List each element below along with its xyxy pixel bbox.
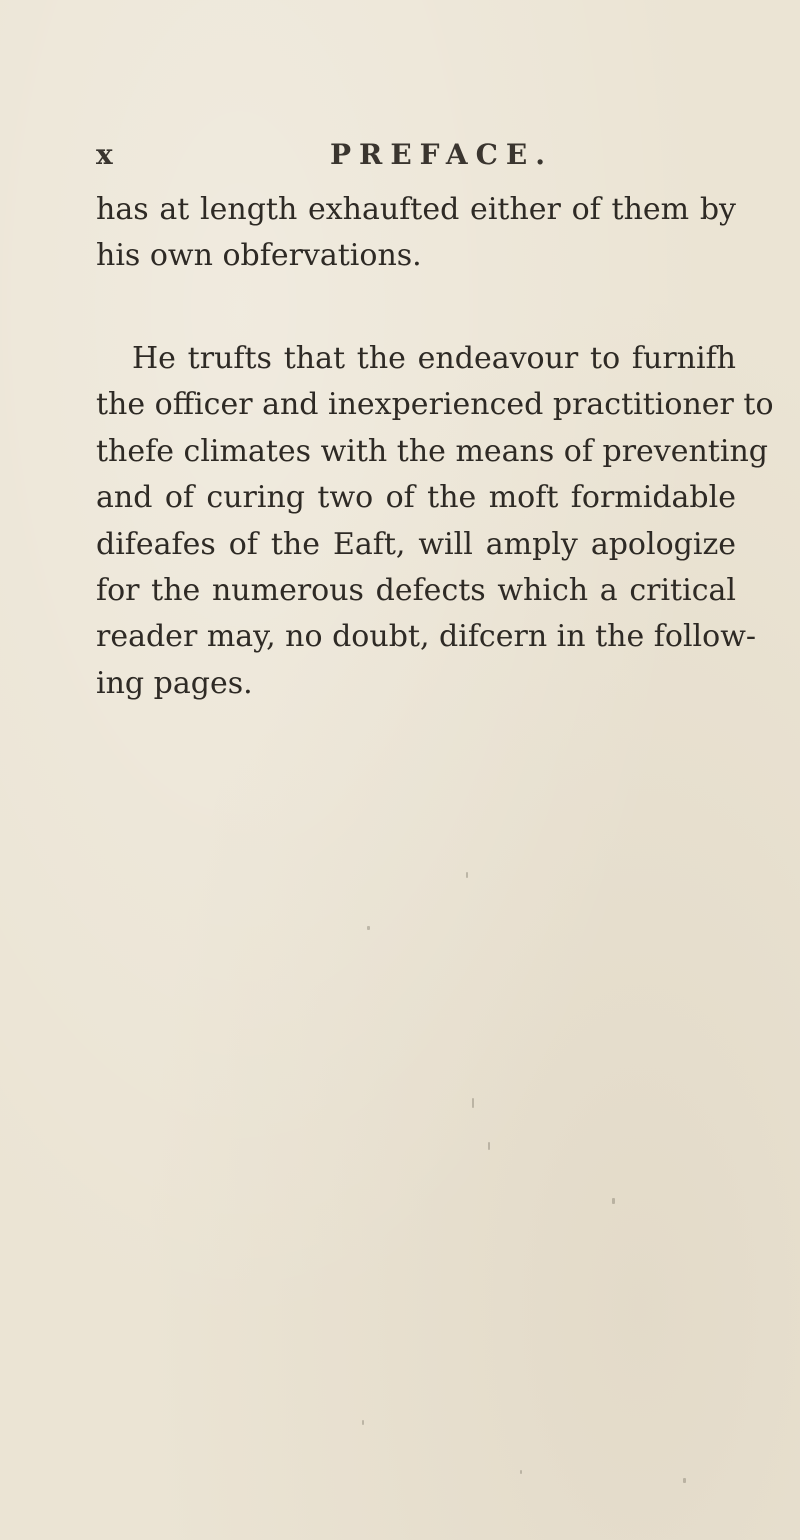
text-line: his own obfervations. <box>96 238 422 274</box>
text-line: reader may, no doubt, difcern in the follow- <box>96 619 757 655</box>
running-head <box>96 138 736 178</box>
text-line: has at length exhaufted either of them by <box>96 192 736 227</box>
paragraph-continuation <box>96 187 736 280</box>
text-line: thefe climates with the means of preventing <box>96 433 768 469</box>
paragraph-apology <box>96 336 774 707</box>
paper-speck <box>488 1142 490 1150</box>
paper-speck <box>683 1478 686 1483</box>
paper-speck <box>367 926 370 930</box>
text-line: ing pages. <box>96 665 253 701</box>
paper-speck <box>466 872 468 878</box>
signature-mark: x <box>96 138 113 171</box>
header-title: PREFACE. <box>330 138 554 171</box>
text-line: and of curing two of the moft formidable <box>96 480 736 516</box>
paper-speck <box>362 1420 364 1425</box>
paper-speck <box>612 1198 615 1204</box>
paper-speck <box>472 1098 474 1108</box>
text-line: for the numerous defects which a critical <box>96 573 736 609</box>
paper-speck <box>520 1470 522 1474</box>
text-line: difeafes of the Eaft, will amply apologize <box>96 526 736 562</box>
text-line: He trufts that the endeavour to furnifh <box>132 341 736 376</box>
text-line: the officer and inexperienced practitioner to <box>96 387 774 423</box>
